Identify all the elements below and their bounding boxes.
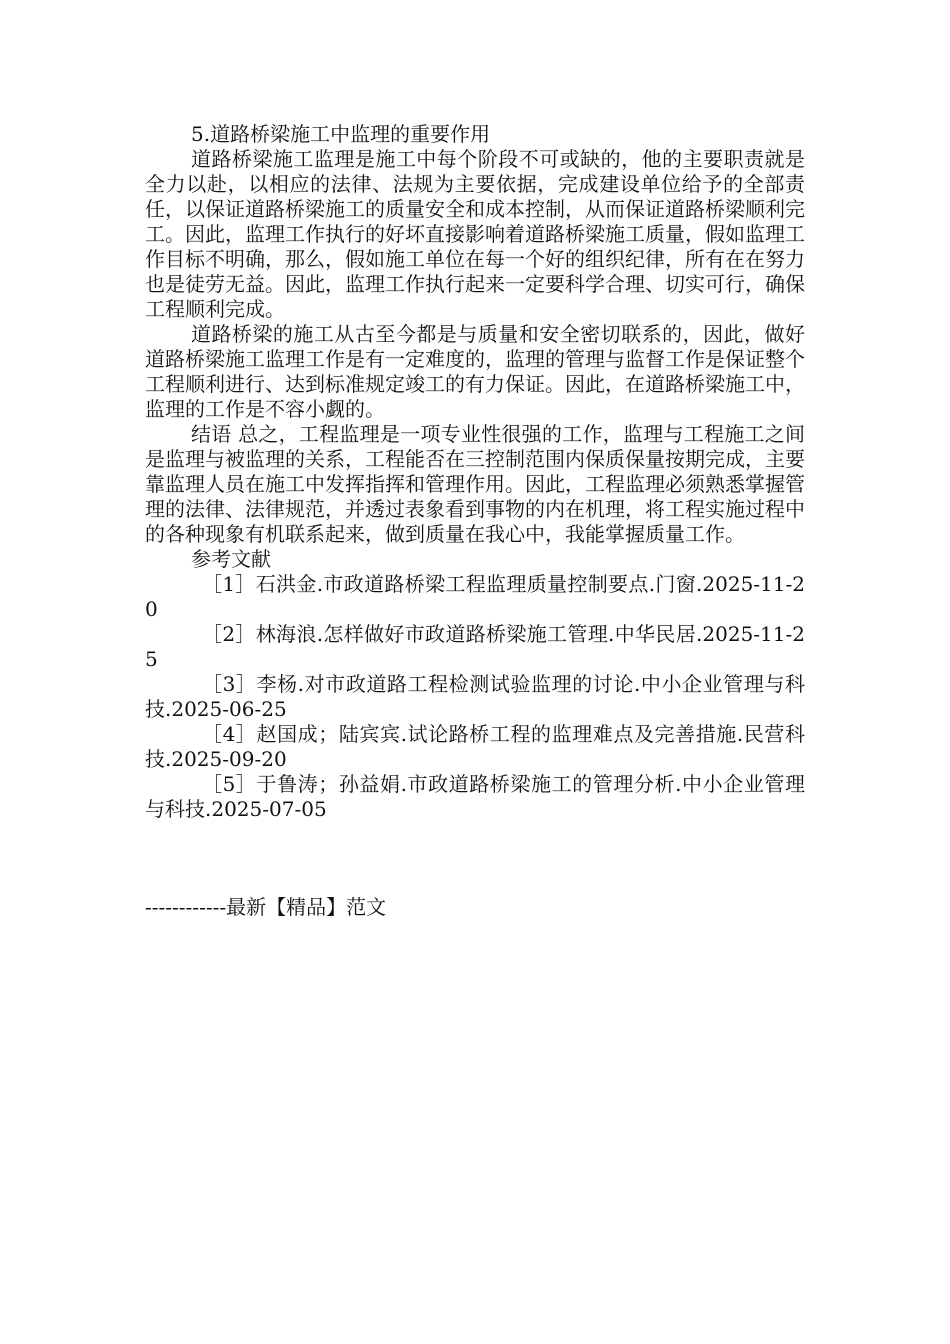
- reference-item-3: ［3］李杨.对市政道路工程检测试验监理的讨论.中小企业管理与科技.2025-06-25: [145, 672, 805, 721]
- document-body: [145, 122, 805, 822]
- body-paragraph-1: 道路桥梁施工监理是施工中每个阶段不可或缺的，他的主要职责就是全力以赴，以相应的法律、法规为主要依据，完成建设单位给予的全部责任，以保证道路桥梁施工的质量安全和成本控制，从而保证道路桥梁顺利完工。因此，监理工作执行的好坏直接影响着道路桥梁施工质量，假如监理工作目标不明确，那么，假如施工单位在每一个好的组织纪律，所有在在努力也是徒劳无益。因此，监理工作执行起来一定要科学合理、切实可行，确保工程顺利完成。: [145, 147, 805, 321]
- footer-tagline: ------------最新【精品】范文: [145, 895, 387, 919]
- reference-item-2: ［2］林海浪.怎样做好市政道路桥梁施工管理.中华民居.2025-11-25: [145, 622, 805, 671]
- body-paragraph-2: 道路桥梁的施工从古至今都是与质量和安全密切联系的，因此，做好道路桥梁施工监理工作是有一定难度的，监理的管理与监督工作是保证整个工程顺利进行、达到标准规定竣工的有力保证。因此，在道路桥梁施工中，监理的工作是不容小觑的。: [145, 322, 805, 421]
- reference-item-4: ［4］赵国成；陆宾宾.试论路桥工程的监理难点及完善措施.民营科技.2025-09-20: [145, 722, 805, 771]
- reference-item-1: ［1］石洪金.市政道路桥梁工程监理质量控制要点.门窗.2025-11-20: [145, 572, 805, 621]
- conclusion-paragraph: 结语 总之，工程监理是一项专业性很强的工作，监理与工程施工之间是监理与被监理的关系，工程能否在三控制范围内保质保量按期完成，主要靠监理人员在施工中发挥指挥和管理作用。因此，工程监理必须熟悉掌握管理的法律、法律规范，并透过表象看到事物的内在机理，将工程实施过程中的各种现象有机联系起来，做到质量在我心中，我能掌握质量工作。: [145, 422, 805, 546]
- reference-item-5: ［5］于鲁涛；孙益娟.市政道路桥梁施工的管理分析.中小企业管理与科技.2025-07-05: [145, 772, 805, 821]
- section-heading: 5.道路桥梁施工中监理的重要作用: [191, 122, 491, 146]
- references-title: 参考文献: [191, 547, 271, 571]
